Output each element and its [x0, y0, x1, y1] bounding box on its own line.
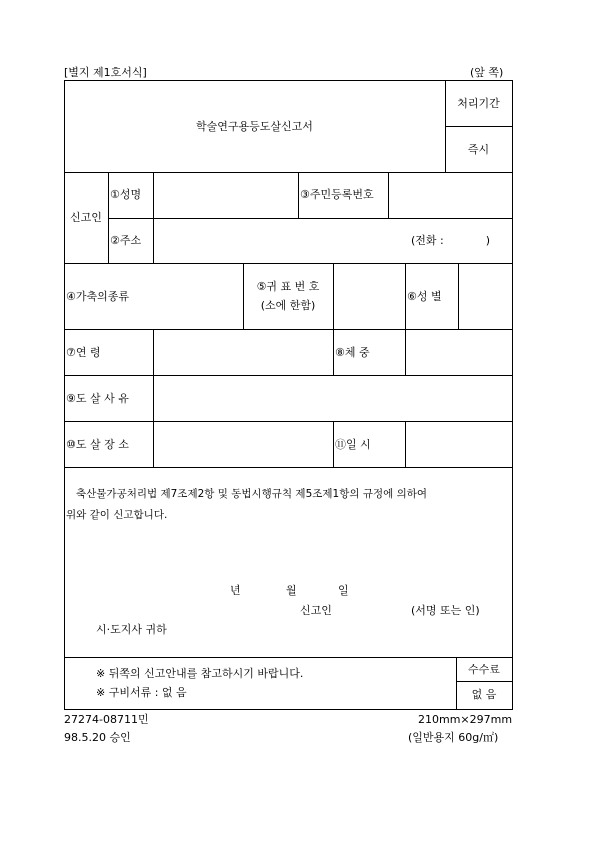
ear-tag-field[interactable]	[337, 290, 401, 303]
divider	[64, 421, 513, 422]
age-label: ⑦연 령	[66, 346, 101, 359]
divider	[333, 329, 334, 375]
divider	[108, 218, 513, 219]
weight-label: ⑧체 중	[335, 346, 370, 359]
address-field[interactable]	[157, 234, 402, 247]
sex-label: ⑥성 별	[407, 290, 442, 303]
form-number: [별지 제1호서식]	[64, 66, 147, 79]
livestock-type-field[interactable]	[157, 290, 239, 303]
name-field[interactable]	[157, 188, 293, 201]
declaration-text-line2: 위와 같이 신고합니다.	[66, 509, 168, 521]
fee-value: 없 음	[471, 688, 497, 701]
livestock-type-label: ④가축의종류	[66, 290, 129, 303]
applicant-section-label: 신고인	[70, 211, 102, 224]
divider	[243, 263, 244, 329]
resident-number-field[interactable]	[392, 188, 508, 201]
datetime-field[interactable]	[409, 438, 508, 451]
divider	[64, 375, 513, 376]
divider	[64, 467, 513, 468]
divider	[405, 421, 406, 467]
divider	[333, 263, 334, 329]
declaration-text-line1: 축산물가공처리법 제7조제2항 및 동법시행규칙 제5조제1항의 규정에 의하여	[76, 488, 428, 500]
weight-field[interactable]	[409, 346, 508, 359]
ear-tag-note: (소에 한함)	[260, 299, 316, 312]
paper-size: 210mm×297mm	[418, 713, 513, 726]
table-border-left	[64, 80, 65, 710]
date-day-label: 일	[338, 584, 349, 597]
processing-period-value: 즉시	[467, 143, 490, 156]
signature-label: (서명 또는 인)	[411, 604, 480, 617]
form-code: 27274-08711민	[64, 713, 149, 726]
divider	[456, 681, 513, 682]
divider	[153, 329, 154, 375]
slaughter-place-label: ⑩도 살 장 소	[66, 438, 129, 451]
slaughter-reason-field[interactable]	[157, 392, 508, 405]
divider	[445, 126, 512, 127]
date-year-label: 년	[230, 584, 241, 597]
divider	[298, 172, 299, 218]
divider	[333, 421, 334, 467]
paper-spec: (일반용지 60g/㎡)	[408, 731, 499, 744]
divider	[405, 263, 406, 329]
declarant-signature-field[interactable]	[346, 604, 406, 617]
date-month-label: 월	[286, 584, 297, 597]
ear-tag-label: ⑤귀 표 번 호	[256, 280, 320, 293]
table-border-bottom	[64, 709, 513, 710]
fee-label: 수수료	[468, 663, 500, 676]
divider	[405, 329, 406, 375]
divider	[64, 329, 513, 330]
note-documents: ※ 구비서류 : 없 음	[96, 686, 187, 699]
name-label: ①성명	[110, 188, 142, 201]
address-label: ②주소	[110, 234, 142, 247]
datetime-label: ⑪일 시	[335, 438, 371, 451]
form-title: 학술연구용등도살신고서	[196, 120, 313, 133]
divider	[64, 657, 513, 658]
divider	[153, 421, 154, 467]
table-border-right	[512, 80, 513, 710]
divider	[388, 172, 389, 218]
divider	[458, 263, 459, 329]
addressee-label: 시·도지사 귀하	[96, 623, 167, 636]
sex-field[interactable]	[462, 290, 508, 303]
slaughter-reason-label: ⑨도 살 사 유	[66, 392, 129, 405]
processing-period-label: 처리기간	[457, 97, 500, 110]
page-side-label: (앞 쪽)	[470, 66, 504, 79]
divider	[64, 263, 513, 264]
resident-number-label: ③주민등록번호	[300, 188, 374, 201]
note-guide: ※ 뒤쪽의 신고안내를 참고하시기 바랍니다.	[96, 667, 304, 680]
age-field[interactable]	[157, 346, 329, 359]
approval-date: 98.5.20 승인	[64, 731, 131, 744]
slaughter-place-field[interactable]	[157, 438, 329, 451]
declarant-label: 신고인	[300, 604, 332, 617]
divider	[64, 172, 513, 173]
divider	[153, 375, 154, 421]
phone-label: (전화 : )	[411, 234, 490, 247]
